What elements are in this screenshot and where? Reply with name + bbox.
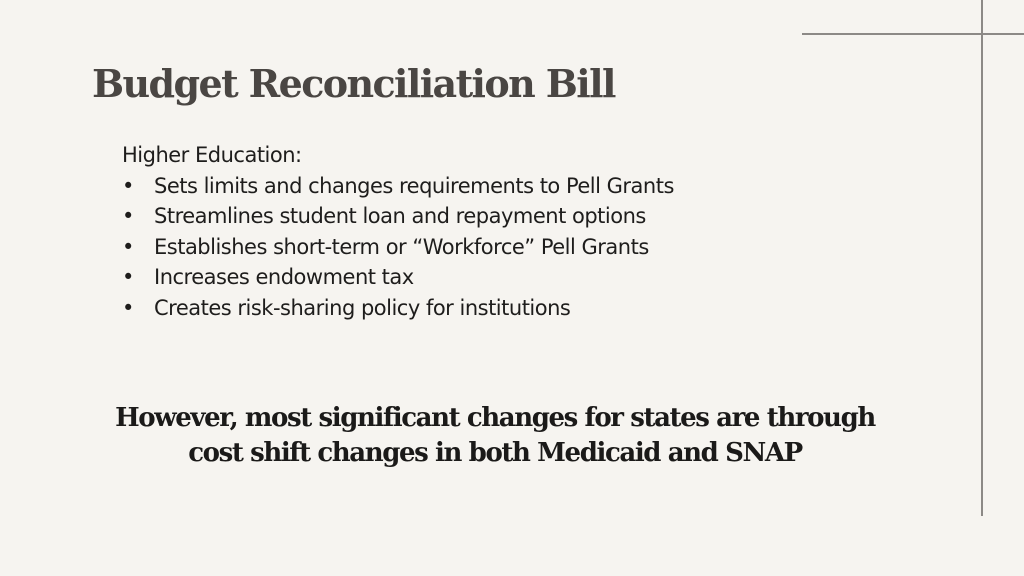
bullet-text: Establishes short-term or “Workforce” Pell Grants — [154, 234, 649, 259]
bullet-icon: • — [122, 173, 134, 198]
callout-statement — [100, 401, 890, 471]
bullet-text: Sets limits and changes requirements to Pell Grants — [154, 173, 674, 198]
bullet-text: Increases endowment tax — [154, 265, 414, 289]
decorative-horizontal-rule — [802, 33, 1024, 35]
section-heading: Higher Education: — [122, 143, 302, 167]
bullet-item — [122, 262, 674, 293]
bullet-icon: • — [122, 265, 134, 289]
bullet-icon: • — [122, 204, 134, 228]
bullet-item — [122, 201, 674, 232]
bullet-item — [122, 171, 674, 202]
bullet-text: Streamlines student loan and repayment options — [154, 204, 646, 228]
bullet-icon: • — [122, 234, 134, 259]
bullet-list — [122, 171, 674, 324]
bullet-item — [122, 232, 674, 263]
callout-line: cost shift changes in both Medicaid and SNAP — [188, 438, 802, 468]
slide-title: Budget Reconciliation Bill — [92, 61, 615, 106]
bullet-text: Creates risk-sharing policy for institutions — [154, 295, 571, 320]
bullet-icon: • — [122, 295, 134, 320]
bullet-item — [122, 293, 674, 324]
callout-line: However, most significant changes for states are through — [115, 403, 875, 433]
decorative-vertical-rule — [981, 0, 983, 516]
content-block — [122, 140, 674, 323]
